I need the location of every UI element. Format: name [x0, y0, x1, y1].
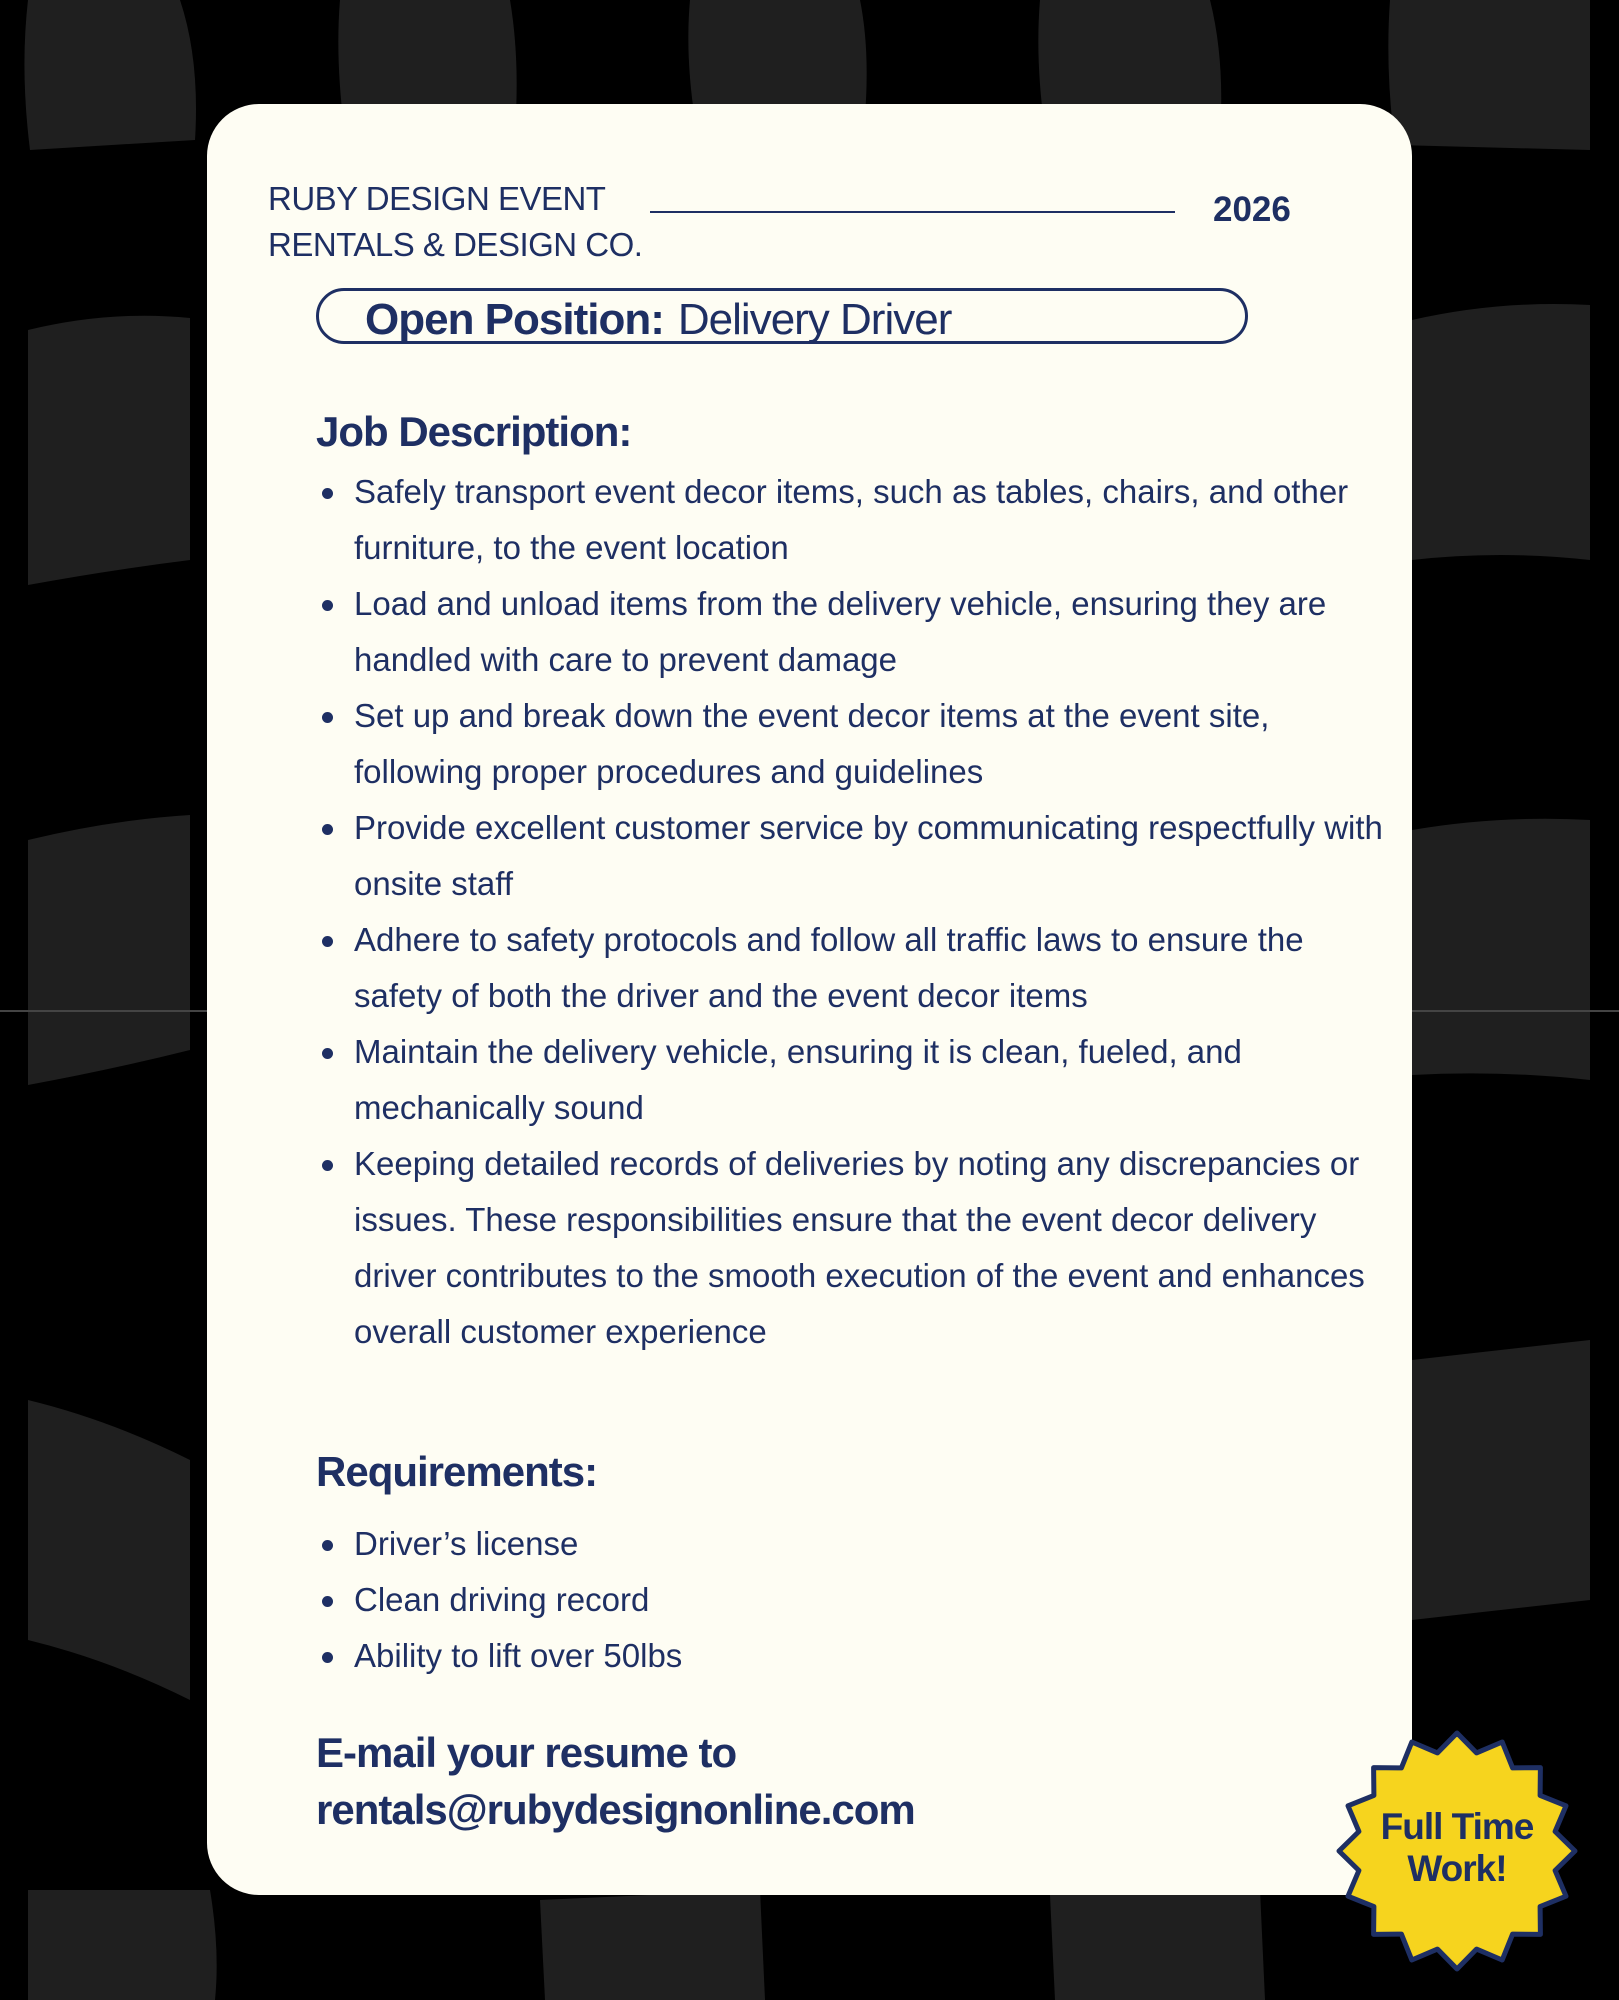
list-item: Clean driving record — [316, 1572, 1016, 1628]
list-item: Adhere to safety protocols and follow all traffic laws to ensure the safety of both the driver and the event decor items — [316, 912, 1396, 1024]
list-item: Set up and break down the event decor items at the event site, following proper procedures and guidelines — [316, 688, 1396, 800]
list-item: Load and unload items from the delivery vehicle, ensuring they are handled with care to prevent damage — [316, 576, 1396, 688]
badge-line1: Full Time — [1380, 1806, 1534, 1847]
position-label: Open Position: — [365, 295, 664, 344]
requirements-heading: Requirements: — [316, 1448, 598, 1495]
position-value: Delivery Driver — [677, 295, 952, 344]
job-description-list — [316, 464, 1396, 1360]
year-label: 2026 — [1213, 190, 1291, 229]
company-name-line2: RENTALS & DESIGN CO. — [268, 226, 643, 263]
list-item: Maintain the delivery vehicle, ensuring it is clean, fueled, and mechanically sound — [316, 1024, 1396, 1136]
list-item: Provide excellent customer service by communicating respectfully with onsite staff — [316, 800, 1396, 912]
list-item: Keeping detailed records of deliveries by noting any discrepancies or issues. These responsibilities ensure that the event decor delivery driver contributes to the smooth execution of the event and enhances overall customer experience — [316, 1136, 1396, 1360]
contact-line1: E-mail your resume to — [316, 1729, 737, 1776]
contact-email-address[interactable]: rentals@rubydesignonline.com — [316, 1786, 915, 1833]
list-item: Driver’s license — [316, 1516, 1016, 1572]
badge-line2: Work! — [1407, 1848, 1507, 1889]
job-description-heading: Job Description: — [316, 408, 632, 455]
company-name-line1: RUBY DESIGN EVENT — [268, 180, 606, 217]
company-name — [268, 176, 642, 268]
header-divider — [650, 211, 1175, 213]
list-item: Ability to lift over 50lbs — [316, 1628, 1016, 1684]
full-time-badge-text — [1332, 1806, 1582, 1890]
list-item: Safely transport event decor items, such as tables, chairs, and other furniture, to the event location — [316, 464, 1396, 576]
contact-email — [316, 1724, 915, 1838]
requirements-list — [316, 1516, 1016, 1684]
position-title — [365, 292, 951, 348]
